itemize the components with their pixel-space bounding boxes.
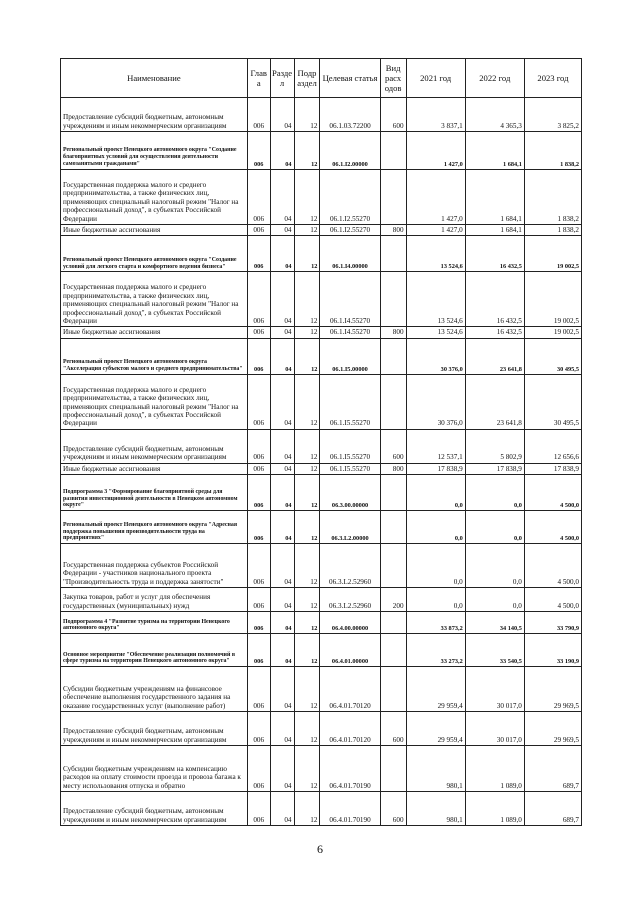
cell-glava: 006 <box>247 272 270 327</box>
cell-name: Государственная поддержка малого и среднего предпринимательства, а также физических лиц, применяющих специальный налоговый режим "Налог на профессиональный доход", в субъектах Российской Федерации <box>61 374 248 429</box>
cell-2022: 0,0 <box>465 475 524 511</box>
cell-name: Иные бюджетные ассигнования <box>61 327 248 338</box>
cell-2023: 1 838,2 <box>524 170 581 225</box>
cell-vid <box>380 272 406 327</box>
header-vid: Вид расх одов <box>380 59 406 98</box>
cell-podrazdel: 12 <box>294 634 320 667</box>
cell-target: 06.1.I4.55270 <box>320 327 380 338</box>
cell-podrazdel: 12 <box>294 338 320 374</box>
cell-target: 06.1.I4.55270 <box>320 272 380 327</box>
cell-name: Государственная поддержка малого и среднего предпринимательства, а также физических лиц, применяющих специальный налоговый режим "Налог на профессиональный доход", в субъектах Российской Федерации <box>61 272 248 327</box>
cell-2023: 19 002,5 <box>524 272 581 327</box>
table-row <box>61 746 582 792</box>
cell-name: Региональный проект Ненецкого автономного округа "Акселерация субъектов малого и среднего предпринимательства" <box>61 338 248 374</box>
cell-2023: 30 495,5 <box>524 374 581 429</box>
cell-target: 06.1.I5.55270 <box>320 374 380 429</box>
cell-2021: 980,1 <box>406 746 465 792</box>
cell-2021: 980,1 <box>406 792 465 826</box>
cell-2022: 1 089,0 <box>465 792 524 826</box>
table-row <box>61 236 582 272</box>
cell-2021: 0,0 <box>406 475 465 511</box>
cell-podrazdel: 12 <box>294 225 320 236</box>
cell-razdel: 04 <box>270 132 294 170</box>
cell-target: 06.1.I2.55270 <box>320 170 380 225</box>
cell-glava: 006 <box>247 792 270 826</box>
cell-2023: 4 500,0 <box>524 544 581 588</box>
cell-glava: 006 <box>247 132 270 170</box>
cell-vid <box>380 746 406 792</box>
cell-podrazdel: 12 <box>294 475 320 511</box>
cell-2021: 13 524,6 <box>406 236 465 272</box>
cell-razdel: 04 <box>270 746 294 792</box>
cell-glava: 006 <box>247 374 270 429</box>
cell-target: 06.4.01.00000 <box>320 634 380 667</box>
table-row <box>61 792 582 826</box>
cell-2022: 1 684,1 <box>465 225 524 236</box>
cell-target: 06.1.I4.00000 <box>320 236 380 272</box>
cell-2021: 29 959,4 <box>406 667 465 712</box>
cell-vid: 600 <box>380 712 406 746</box>
cell-2023: 29 969,5 <box>524 712 581 746</box>
table-row <box>61 544 582 588</box>
cell-2022: 17 838,9 <box>465 463 524 474</box>
cell-razdel: 04 <box>270 612 294 634</box>
cell-vid <box>380 612 406 634</box>
cell-razdel: 04 <box>270 544 294 588</box>
cell-2023: 33 190,9 <box>524 634 581 667</box>
cell-2023: 17 838,9 <box>524 463 581 474</box>
cell-podrazdel: 12 <box>294 612 320 634</box>
cell-target: 06.3.L2.52960 <box>320 588 380 612</box>
cell-glava: 006 <box>247 612 270 634</box>
cell-podrazdel: 12 <box>294 544 320 588</box>
cell-2021: 33 273,2 <box>406 634 465 667</box>
cell-target: 06.1.I5.55270 <box>320 463 380 474</box>
cell-target: 06.4.01.70190 <box>320 792 380 826</box>
cell-podrazdel: 12 <box>294 588 320 612</box>
cell-vid: 600 <box>380 429 406 463</box>
cell-razdel: 04 <box>270 272 294 327</box>
cell-glava: 006 <box>247 544 270 588</box>
cell-2023: 33 790,9 <box>524 612 581 634</box>
cell-2023: 689,7 <box>524 746 581 792</box>
cell-2023: 19 002,5 <box>524 236 581 272</box>
cell-vid: 600 <box>380 98 406 132</box>
table-row <box>61 429 582 463</box>
table-body <box>61 98 582 826</box>
cell-glava: 006 <box>247 236 270 272</box>
cell-podrazdel: 12 <box>294 374 320 429</box>
cell-vid: 800 <box>380 225 406 236</box>
cell-podrazdel: 12 <box>294 746 320 792</box>
cell-target: 06.1.I5.55270 <box>320 429 380 463</box>
cell-2022: 4 365,3 <box>465 98 524 132</box>
header-target: Целевая статья <box>320 59 380 98</box>
cell-glava: 006 <box>247 475 270 511</box>
cell-target: 06.4.01.70120 <box>320 667 380 712</box>
table-row <box>61 98 582 132</box>
table-row <box>61 338 582 374</box>
cell-target: 06.4.00.00000 <box>320 612 380 634</box>
cell-2021: 3 837,1 <box>406 98 465 132</box>
cell-name: Подпрограмма 4 "Развитие туризма на территории Ненецкого автономного округа" <box>61 612 248 634</box>
cell-name: Региональный проект Ненецкого автономного округа "Адресная поддержка повышения производительности труда на предприятиях" <box>61 511 248 544</box>
table-row <box>61 712 582 746</box>
table-header <box>61 59 582 98</box>
cell-2021: 1 427,0 <box>406 132 465 170</box>
cell-2022: 0,0 <box>465 588 524 612</box>
table-row <box>61 374 582 429</box>
cell-2021: 30 376,0 <box>406 374 465 429</box>
budget-table <box>60 58 582 826</box>
cell-podrazdel: 12 <box>294 792 320 826</box>
cell-razdel: 04 <box>270 338 294 374</box>
cell-glava: 006 <box>247 588 270 612</box>
cell-2022: 30 017,0 <box>465 712 524 746</box>
cell-2022: 0,0 <box>465 544 524 588</box>
cell-razdel: 04 <box>270 463 294 474</box>
cell-podrazdel: 12 <box>294 327 320 338</box>
cell-glava: 006 <box>247 327 270 338</box>
cell-glava: 006 <box>247 746 270 792</box>
cell-2023: 1 838,2 <box>524 132 581 170</box>
cell-2021: 0,0 <box>406 588 465 612</box>
cell-2023: 4 500,0 <box>524 511 581 544</box>
cell-glava: 006 <box>247 225 270 236</box>
cell-vid <box>380 236 406 272</box>
cell-podrazdel: 12 <box>294 712 320 746</box>
table-row <box>61 667 582 712</box>
cell-2021: 1 427,0 <box>406 225 465 236</box>
cell-2023: 19 002,5 <box>524 327 581 338</box>
cell-name: Государственная поддержка субъектов Российской Федерации - участников национального проекта "Производительность труда и поддержка занятости" <box>61 544 248 588</box>
cell-2022: 30 017,0 <box>465 667 524 712</box>
cell-name: Региональный проект Ненецкого автономного округа "Создание условий для легкого старта и комфортного ведения бизнеса" <box>61 236 248 272</box>
cell-razdel: 04 <box>270 225 294 236</box>
cell-2023: 3 825,2 <box>524 98 581 132</box>
cell-name: Иные бюджетные ассигнования <box>61 225 248 236</box>
cell-name: Региональный проект Ненецкого автономного округа "Создание благоприятных условий для осуществления деятельности самозанятыми гражданами" <box>61 132 248 170</box>
cell-vid <box>380 338 406 374</box>
cell-vid <box>380 374 406 429</box>
cell-glava: 006 <box>247 98 270 132</box>
cell-target: 06.3.L2.52960 <box>320 544 380 588</box>
table-row <box>61 588 582 612</box>
cell-vid <box>380 475 406 511</box>
cell-2023: 4 500,0 <box>524 588 581 612</box>
cell-name: Закупка товаров, работ и услуг для обеспечения государственных (муниципальных) нужд <box>61 588 248 612</box>
table-row <box>61 475 582 511</box>
cell-name: Предоставление субсидий бюджетным, автономным учреждениям и иным некоммерческим организациям <box>61 429 248 463</box>
table-row <box>61 272 582 327</box>
cell-razdel: 04 <box>270 170 294 225</box>
table-row <box>61 612 582 634</box>
header-row <box>61 59 582 98</box>
cell-vid: 200 <box>380 588 406 612</box>
cell-vid: 800 <box>380 463 406 474</box>
cell-2022: 5 802,9 <box>465 429 524 463</box>
cell-podrazdel: 12 <box>294 667 320 712</box>
cell-vid <box>380 170 406 225</box>
cell-2021: 0,0 <box>406 511 465 544</box>
table-row <box>61 132 582 170</box>
cell-2022: 1 684,1 <box>465 132 524 170</box>
cell-razdel: 04 <box>270 327 294 338</box>
cell-2022: 1 089,0 <box>465 746 524 792</box>
cell-glava: 006 <box>247 634 270 667</box>
header-2023: 2023 год <box>524 59 581 98</box>
cell-razdel: 04 <box>270 475 294 511</box>
cell-podrazdel: 12 <box>294 236 320 272</box>
cell-2021: 0,0 <box>406 544 465 588</box>
cell-razdel: 04 <box>270 588 294 612</box>
cell-glava: 006 <box>247 712 270 746</box>
cell-2023: 1 838,2 <box>524 225 581 236</box>
cell-2022: 23 641,8 <box>465 374 524 429</box>
cell-vid: 600 <box>380 792 406 826</box>
cell-2022: 23 641,8 <box>465 338 524 374</box>
cell-name: Предоставление субсидий бюджетным, автономным учреждениям и иным некоммерческим организациям <box>61 792 248 826</box>
cell-target: 06.1.I2.00000 <box>320 132 380 170</box>
cell-2022: 33 540,5 <box>465 634 524 667</box>
cell-razdel: 04 <box>270 511 294 544</box>
cell-glava: 006 <box>247 511 270 544</box>
cell-2022: 34 140,5 <box>465 612 524 634</box>
cell-podrazdel: 12 <box>294 272 320 327</box>
cell-name: Государственная поддержка малого и среднего предпринимательства, а также физических лиц, применяющих специальный налоговый режим "Налог на профессиональный доход", в субъектах Российской Федерации <box>61 170 248 225</box>
cell-target: 06.3.L2.00000 <box>320 511 380 544</box>
cell-vid <box>380 667 406 712</box>
cell-2022: 16 432,5 <box>465 327 524 338</box>
cell-2022: 0,0 <box>465 511 524 544</box>
cell-podrazdel: 12 <box>294 429 320 463</box>
cell-podrazdel: 12 <box>294 132 320 170</box>
cell-2023: 4 500,0 <box>524 475 581 511</box>
cell-name: Предоставление субсидий бюджетным, автономным учреждениям и иным некоммерческим организациям <box>61 98 248 132</box>
cell-razdel: 04 <box>270 667 294 712</box>
cell-2021: 12 537,1 <box>406 429 465 463</box>
cell-glava: 006 <box>247 667 270 712</box>
cell-name: Субсидии бюджетным учреждениям на компенсацию расходов на оплату стоимости проезда и провоза багажа к месту использования отпуска и обратно <box>61 746 248 792</box>
cell-target: 06.3.00.00000 <box>320 475 380 511</box>
cell-2022: 1 684,1 <box>465 170 524 225</box>
cell-2021: 29 959,4 <box>406 712 465 746</box>
cell-2021: 13 524,6 <box>406 272 465 327</box>
page-number: 6 <box>317 842 323 856</box>
header-2021: 2021 год <box>406 59 465 98</box>
cell-2022: 16 432,5 <box>465 236 524 272</box>
cell-2023: 30 495,5 <box>524 338 581 374</box>
cell-target: 06.1.03.72200 <box>320 98 380 132</box>
cell-target: 06.1.I2.55270 <box>320 225 380 236</box>
cell-2023: 689,7 <box>524 792 581 826</box>
cell-2021: 33 873,2 <box>406 612 465 634</box>
header-razdel: Разде л <box>270 59 294 98</box>
cell-2021: 13 524,6 <box>406 327 465 338</box>
cell-2021: 30 376,0 <box>406 338 465 374</box>
cell-glava: 006 <box>247 429 270 463</box>
cell-name: Субсидии бюджетным учреждениям на финансовое обеспечение выполнения государственного задания на оказание государственных услуг (выполнение работ) <box>61 667 248 712</box>
cell-vid <box>380 511 406 544</box>
table-row <box>61 170 582 225</box>
cell-razdel: 04 <box>270 236 294 272</box>
cell-podrazdel: 12 <box>294 463 320 474</box>
table-row <box>61 225 582 236</box>
cell-2021: 1 427,0 <box>406 170 465 225</box>
cell-glava: 006 <box>247 338 270 374</box>
table-row <box>61 634 582 667</box>
cell-2023: 12 656,6 <box>524 429 581 463</box>
cell-podrazdel: 12 <box>294 511 320 544</box>
cell-2022: 16 432,5 <box>465 272 524 327</box>
cell-podrazdel: 12 <box>294 170 320 225</box>
cell-podrazdel: 12 <box>294 98 320 132</box>
table-row <box>61 463 582 474</box>
cell-2021: 17 838,9 <box>406 463 465 474</box>
header-podrazdel: Подр аздел <box>294 59 320 98</box>
cell-target: 06.1.I5.00000 <box>320 338 380 374</box>
cell-razdel: 04 <box>270 429 294 463</box>
cell-razdel: 04 <box>270 98 294 132</box>
cell-vid <box>380 634 406 667</box>
cell-name: Иные бюджетные ассигнования <box>61 463 248 474</box>
table-row <box>61 327 582 338</box>
cell-vid <box>380 132 406 170</box>
cell-razdel: 04 <box>270 374 294 429</box>
cell-glava: 006 <box>247 463 270 474</box>
header-2022: 2022 год <box>465 59 524 98</box>
cell-razdel: 04 <box>270 712 294 746</box>
cell-razdel: 04 <box>270 792 294 826</box>
cell-vid: 800 <box>380 327 406 338</box>
cell-razdel: 04 <box>270 634 294 667</box>
cell-name: Основное мероприятие "Обеспечение реализации полномочий в сфере туризма на территории Ненецкого автономного округа" <box>61 634 248 667</box>
header-glava: Глав а <box>247 59 270 98</box>
cell-2023: 29 969,5 <box>524 667 581 712</box>
cell-vid <box>380 544 406 588</box>
cell-name: Подпрограмма 3 "Формирование благоприятной среды для развития инвестиционной деятельности в Ненецком автономном округе" <box>61 475 248 511</box>
header-name: Наименование <box>61 59 248 98</box>
cell-name: Предоставление субсидий бюджетным, автономным учреждениям и иным некоммерческим организациям <box>61 712 248 746</box>
table-row <box>61 511 582 544</box>
cell-target: 06.4.01.70120 <box>320 712 380 746</box>
cell-target: 06.4.01.70190 <box>320 746 380 792</box>
cell-glava: 006 <box>247 170 270 225</box>
